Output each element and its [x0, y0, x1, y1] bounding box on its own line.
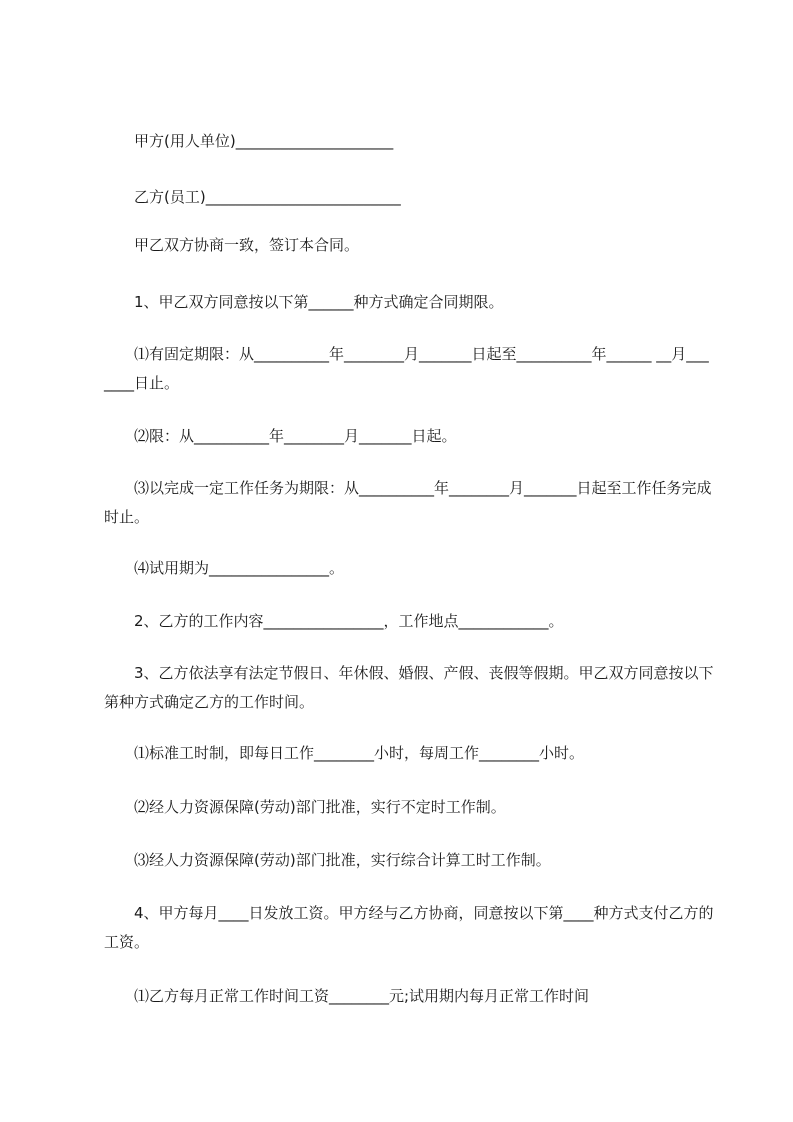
clause-1-term: 1、甲乙双方同意按以下第______种方式确定合同期限。	[104, 293, 504, 311]
clause-1-option-1: ⑴有固定期限：从__________年________月_______日起至__________年______ __月_______日止。	[104, 345, 709, 392]
clause-4-option-1: ⑴乙方每月正常工作时间工资________元;试用期内每月正常工作时间	[104, 987, 590, 1005]
clause-1-option-2: ⑵限：从__________年________月_______日起。	[104, 427, 457, 445]
party-a-line: 甲方(用人单位)_____________________	[104, 132, 394, 150]
clause-1-option-3: ⑶以完成一定工作任务为期限：从__________年________月_______日起至工作任务完成时止。	[104, 479, 712, 526]
clause-3-option-3: ⑶经人力资源保障(劳动)部门批准，实行综合计算工时工作制。	[104, 851, 551, 869]
clause-3-working-hours: 3、乙方依法享有法定节假日、年休假、婚假、产假、丧假等假期。甲乙双方同意按以下第种方式确定乙方的工作时间。	[104, 664, 714, 711]
clause-2-work-content: 2、乙方的工作内容________________，工作地点____________。	[104, 612, 564, 630]
agreement-statement: 甲乙双方协商一致，签订本合同。	[104, 236, 360, 254]
party-b-line: 乙方(员工)__________________________	[104, 188, 401, 206]
clause-4-wages: 4、甲方每月____日发放工资。甲方经与乙方协商，同意按以下第____种方式支付乙方的工资。	[104, 904, 714, 951]
clause-1-probation: ⑷试用期为________________。	[104, 559, 345, 577]
clause-3-option-2: ⑵经人力资源保障(劳动)部门批准，实行不定时工作制。	[104, 798, 506, 816]
clause-3-option-1: ⑴标准工时制，即每日工作________小时，每周工作________小时。	[104, 744, 585, 762]
